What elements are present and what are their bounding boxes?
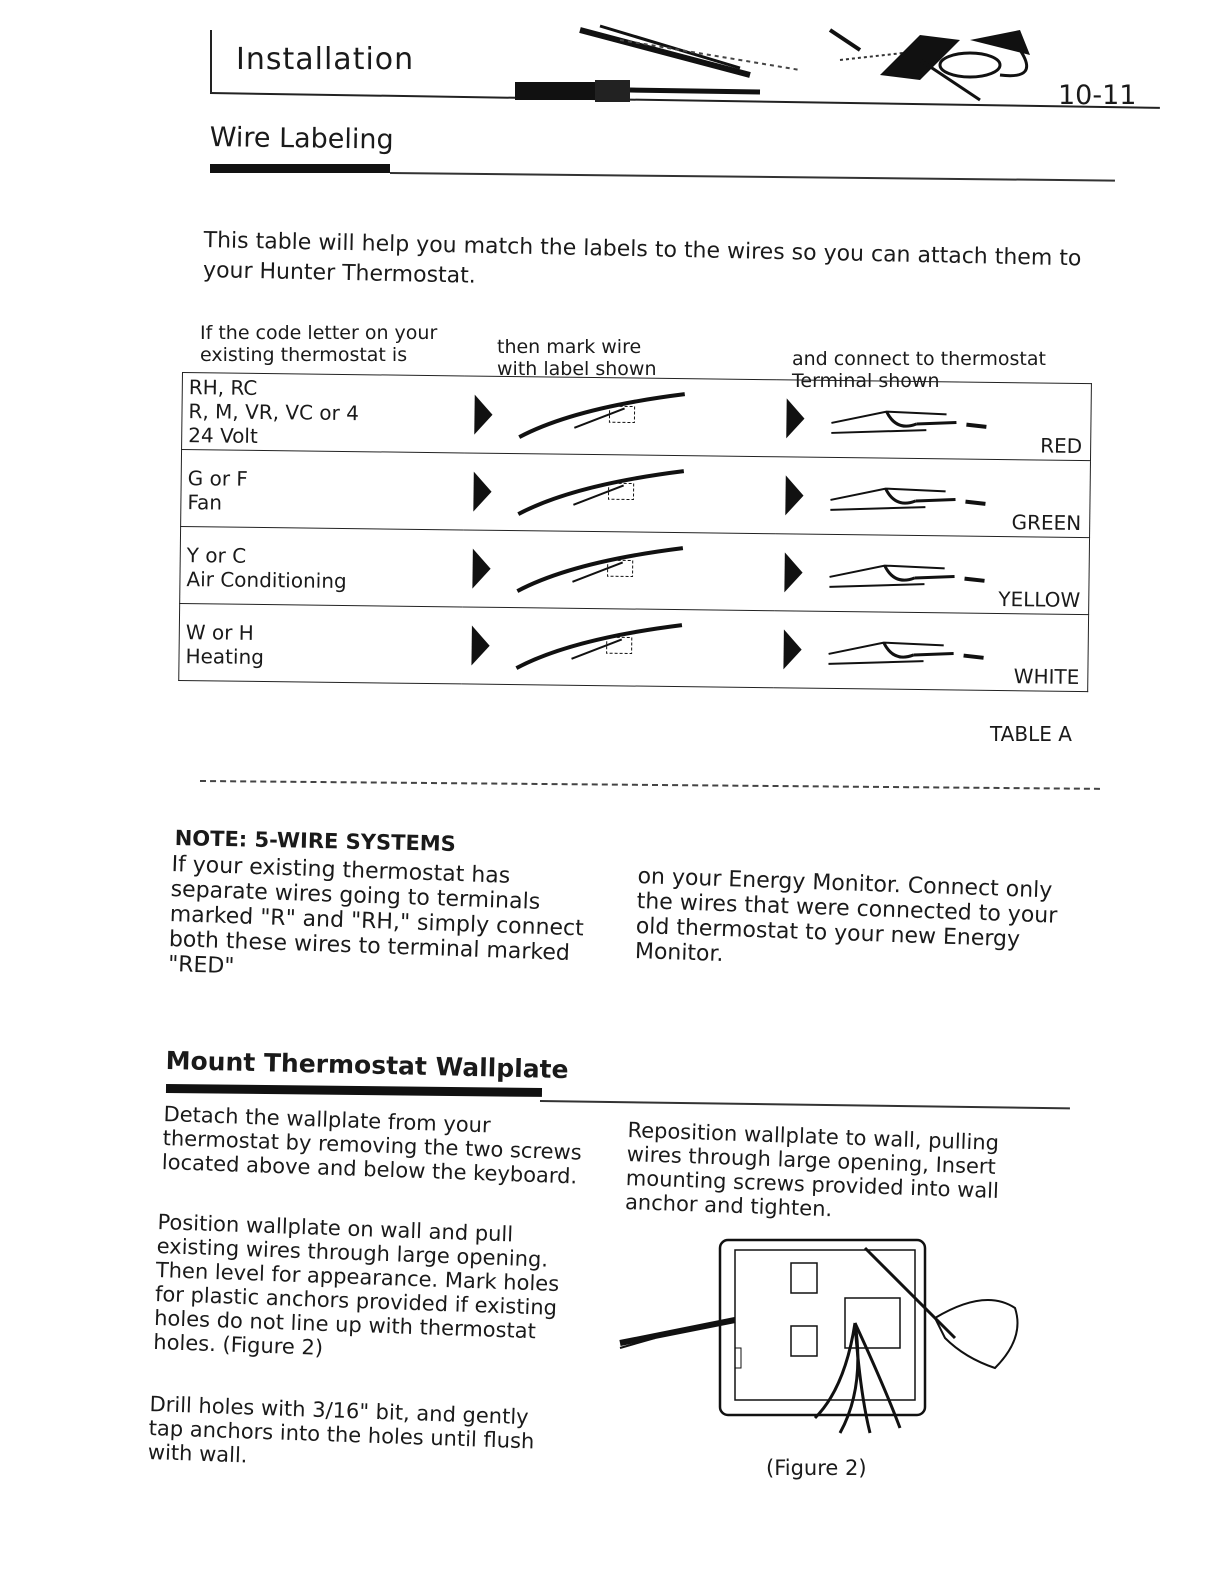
instruction-drill: Drill holes with 3/16" bit, and gently tap anchors into the holes until flush with wall. (147, 1392, 535, 1468)
code-description: Air Conditioning (186, 567, 347, 594)
figure-caption: (Figure 2) (766, 1456, 867, 1480)
code-letters: RH, RC (188, 375, 258, 400)
note-title: NOTE: 5-WIRE SYSTEMS (174, 826, 457, 856)
terminal-connector-icon (825, 470, 1006, 522)
table-row (180, 526, 1090, 614)
column-header-label: then mark wire with label shown (497, 336, 657, 380)
code-description: 24 Volt (188, 423, 258, 448)
terminal-connector-icon (823, 624, 1004, 676)
wallplate-figure (615, 1228, 1045, 1448)
labeled-wire-icon (513, 464, 694, 526)
arrow-icon (474, 395, 492, 435)
arrow-icon (785, 475, 803, 515)
arrow-icon (786, 398, 804, 438)
column-header-terminal: and connect to thermostat Terminal shown (792, 348, 1046, 392)
labeled-wire-icon (512, 541, 693, 603)
note-text-right: on your Energy Monitor. Connect only the wires that were connected to your old thermostat to your new Energy Monitor. (634, 864, 1058, 968)
wire-table (178, 372, 1092, 692)
code-letters: Y or C (186, 543, 247, 568)
arrow-icon (473, 472, 491, 512)
section-underline-bar (166, 1084, 542, 1097)
code-letters-alt: R, M, VR, VC or 4 (188, 399, 360, 426)
header-bar (210, 30, 212, 92)
arrow-icon (472, 549, 490, 589)
table-caption: TABLE A (990, 722, 1072, 746)
wire-labeling-title: Wire Labeling (209, 122, 394, 156)
section-underline-bar (210, 164, 390, 173)
terminal-connector-icon (824, 547, 1005, 599)
note-text-left: If your existing thermostat has separate wires going to terminals marked "R" and "RH," simply connect both these wires to terminal marked "RED" (167, 852, 585, 980)
labeled-wire-icon (511, 618, 692, 680)
table-row (182, 373, 1092, 461)
section-rule (390, 172, 1115, 182)
labeled-wire-icon (514, 387, 695, 449)
section-title: Installation (236, 42, 415, 77)
dashed-divider (200, 780, 1100, 790)
terminal-color-label: RED (1040, 433, 1083, 459)
arrow-icon (784, 552, 802, 592)
table-row (179, 603, 1089, 691)
terminal-color-label: WHITE (1013, 664, 1080, 689)
instruction-reposition: Reposition wallplate to wall, pulling wires through large opening, Insert mounting screws provided into wall anchor and tighten. (624, 1118, 1000, 1222)
column-header-code: If the code letter on your existing thermostat is (200, 322, 438, 366)
tools-illustration-icon (500, 20, 1060, 110)
terminal-connector-icon (826, 393, 1007, 445)
page-number: 10-11 (1058, 80, 1137, 111)
code-description: Fan (187, 490, 223, 515)
code-letters: W or H (185, 620, 254, 645)
code-description: Heating (185, 644, 265, 670)
code-letters: G or F (187, 466, 249, 491)
intro-text: This table will help you match the labels to the wires so you can attach them to your Hunter Thermostat. (202, 227, 1082, 289)
instruction-position: Position wallplate on wall and pull existing wires through large opening. Then level for appearance. Mark holes for plastic anchors provided if existing holes do not line up with thermostat holes. (Figure 2) (152, 1210, 560, 1360)
table-row (181, 450, 1091, 538)
section-rule (540, 1100, 1070, 1109)
terminal-color-label: GREEN (1011, 510, 1082, 535)
mount-wallplate-title: Mount Thermostat Wallplate (165, 1046, 569, 1085)
arrow-icon (471, 626, 489, 666)
arrow-icon (783, 629, 801, 669)
terminal-color-label: YELLOW (998, 586, 1081, 612)
instruction-detach: Detach the wallplate from your thermostat by removing the two screws located above and below the keyboard. (161, 1102, 583, 1189)
